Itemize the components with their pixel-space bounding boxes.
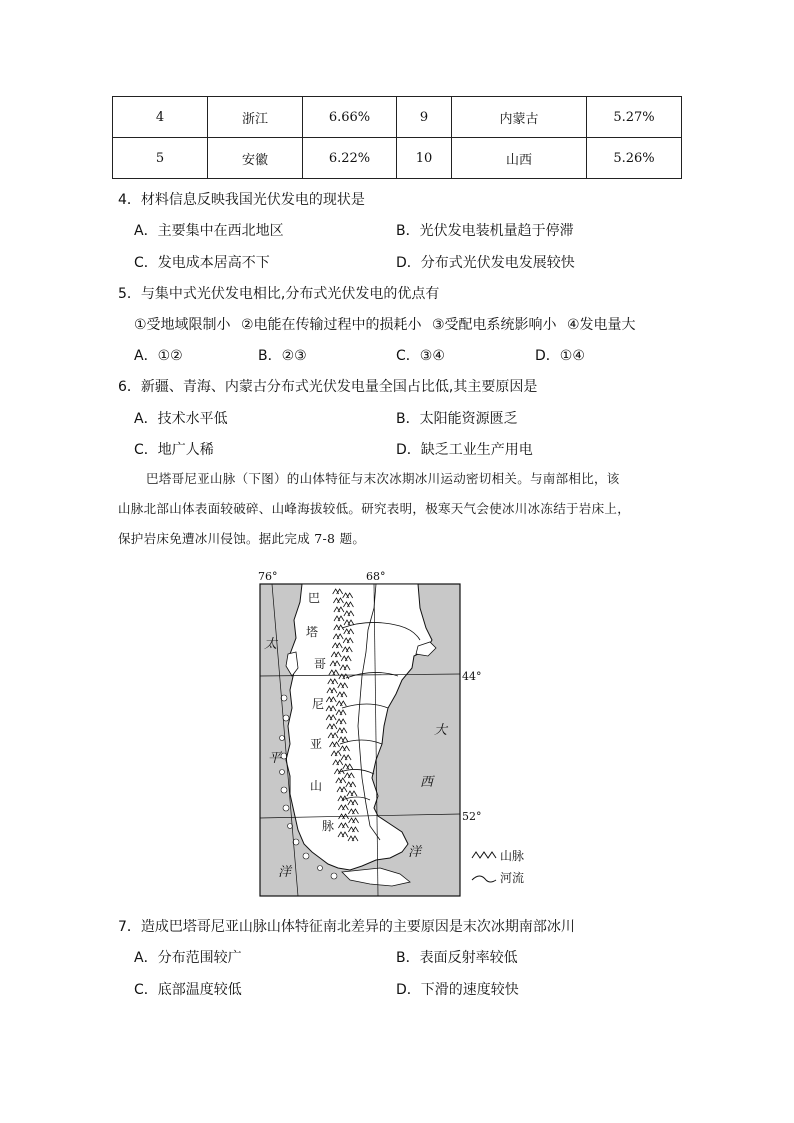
range-label: 亚 xyxy=(310,737,323,751)
range-label: 巴 xyxy=(308,591,321,605)
patagonia-map xyxy=(250,568,550,900)
question-5-statements: ①受地域限制小 ②电能在传输过程中的损耗小 ③受配电系统影响小 ④发电量大 xyxy=(134,317,636,333)
question-5-option-a[interactable]: A．①② xyxy=(134,348,183,364)
range-label: 哥 xyxy=(314,657,327,671)
question-6-option-d[interactable]: D．缺乏工业生产用电 xyxy=(396,442,533,458)
question-4-option-d[interactable]: D．分布式光伏发电发展较快 xyxy=(396,255,575,271)
question-7-option-b[interactable]: B．表面反射率较低 xyxy=(396,950,518,966)
passage-line: 保护岩床免遭冰川侵蚀。据此完成 7-8 题。 xyxy=(118,531,366,546)
table-cell: 6.22% xyxy=(303,138,397,179)
question-4-option-a[interactable]: A．主要集中在西北地区 xyxy=(134,223,284,239)
table-cell: 5.27% xyxy=(587,97,682,138)
ocean-label: 平 xyxy=(268,751,282,766)
table-cell: 内蒙古 xyxy=(452,97,587,138)
table-cell: 5.26% xyxy=(587,138,682,179)
question-4-option-b[interactable]: B．光伏发电装机量趋于停滞 xyxy=(396,223,574,239)
passage-line: 巴塔哥尼亚山脉（下图）的山体特征与末次冰期冰川运动密切相关。与南部相比，该 xyxy=(146,471,620,486)
question-6-stem: 6．新疆、青海、内蒙古分布式光伏发电量全国占比低,其主要原因是 xyxy=(118,379,538,395)
ocean-label: 大 xyxy=(434,723,448,738)
lat-label: 52° xyxy=(462,810,482,823)
question-5-option-b[interactable]: B．②③ xyxy=(258,348,307,364)
table-cell: 4 xyxy=(113,97,208,138)
province-share-table xyxy=(112,96,682,179)
ocean-label: 西 xyxy=(420,775,434,790)
reading-passage xyxy=(118,464,684,554)
passage-line: 山脉北部山体表面较破碎、山峰海拔较低。研究表明，极寒天气会使冰川冰冻结于岩床上， xyxy=(118,501,631,516)
lat-label: 44° xyxy=(462,670,482,683)
question-7-stem: 7．造成巴塔哥尼亚山脉山体特征南北差异的主要原因是末次冰期南部冰川 xyxy=(118,919,575,935)
table-cell: 10 xyxy=(397,138,452,179)
map-legend xyxy=(472,849,524,885)
river-legend-icon xyxy=(472,876,496,882)
table-cell: 山西 xyxy=(452,138,587,179)
range-label: 脉 xyxy=(322,819,335,833)
question-4-stem: 4．材料信息反映我国光伏发电的现状是 xyxy=(118,192,365,208)
ocean-label: 洋 xyxy=(408,845,422,860)
legend-river-label: 河流 xyxy=(500,871,525,885)
ocean-label: 洋 xyxy=(278,865,292,880)
table-cell: 浙江 xyxy=(208,97,303,138)
question-6-option-b[interactable]: B．太阳能资源匮乏 xyxy=(396,411,518,427)
table-cell: 安徽 xyxy=(208,138,303,179)
question-5-stem: 5．与集中式光伏发电相比,分布式光伏发电的优点有 xyxy=(118,286,440,302)
table-row xyxy=(113,97,682,138)
table-cell: 9 xyxy=(397,97,452,138)
question-7-option-a[interactable]: A．分布范围较广 xyxy=(134,950,242,966)
question-4-option-c[interactable]: C．发电成本居高不下 xyxy=(134,255,270,271)
lon-label: 76° xyxy=(258,570,278,583)
question-7-option-c[interactable]: C．底部温度较低 xyxy=(134,982,242,998)
legend-mountain-label: 山脉 xyxy=(500,849,525,863)
range-label: 尼 xyxy=(312,697,325,711)
question-5-option-d[interactable]: D．①④ xyxy=(535,348,585,364)
question-6-option-c[interactable]: C．地广人稀 xyxy=(134,442,214,458)
range-label: 山 xyxy=(310,779,323,793)
question-6-option-a[interactable]: A．技术水平低 xyxy=(134,411,228,427)
mountain-legend-icon xyxy=(472,852,496,858)
ocean-label: 太 xyxy=(264,637,278,652)
question-7-option-d[interactable]: D．下滑的速度较快 xyxy=(396,982,519,998)
table-cell: 5 xyxy=(113,138,208,179)
range-label: 塔 xyxy=(306,625,319,639)
table-cell: 6.66% xyxy=(303,97,397,138)
table-row xyxy=(113,138,682,179)
lon-label: 68° xyxy=(366,570,386,583)
question-5-option-c[interactable]: C．③④ xyxy=(396,348,445,364)
